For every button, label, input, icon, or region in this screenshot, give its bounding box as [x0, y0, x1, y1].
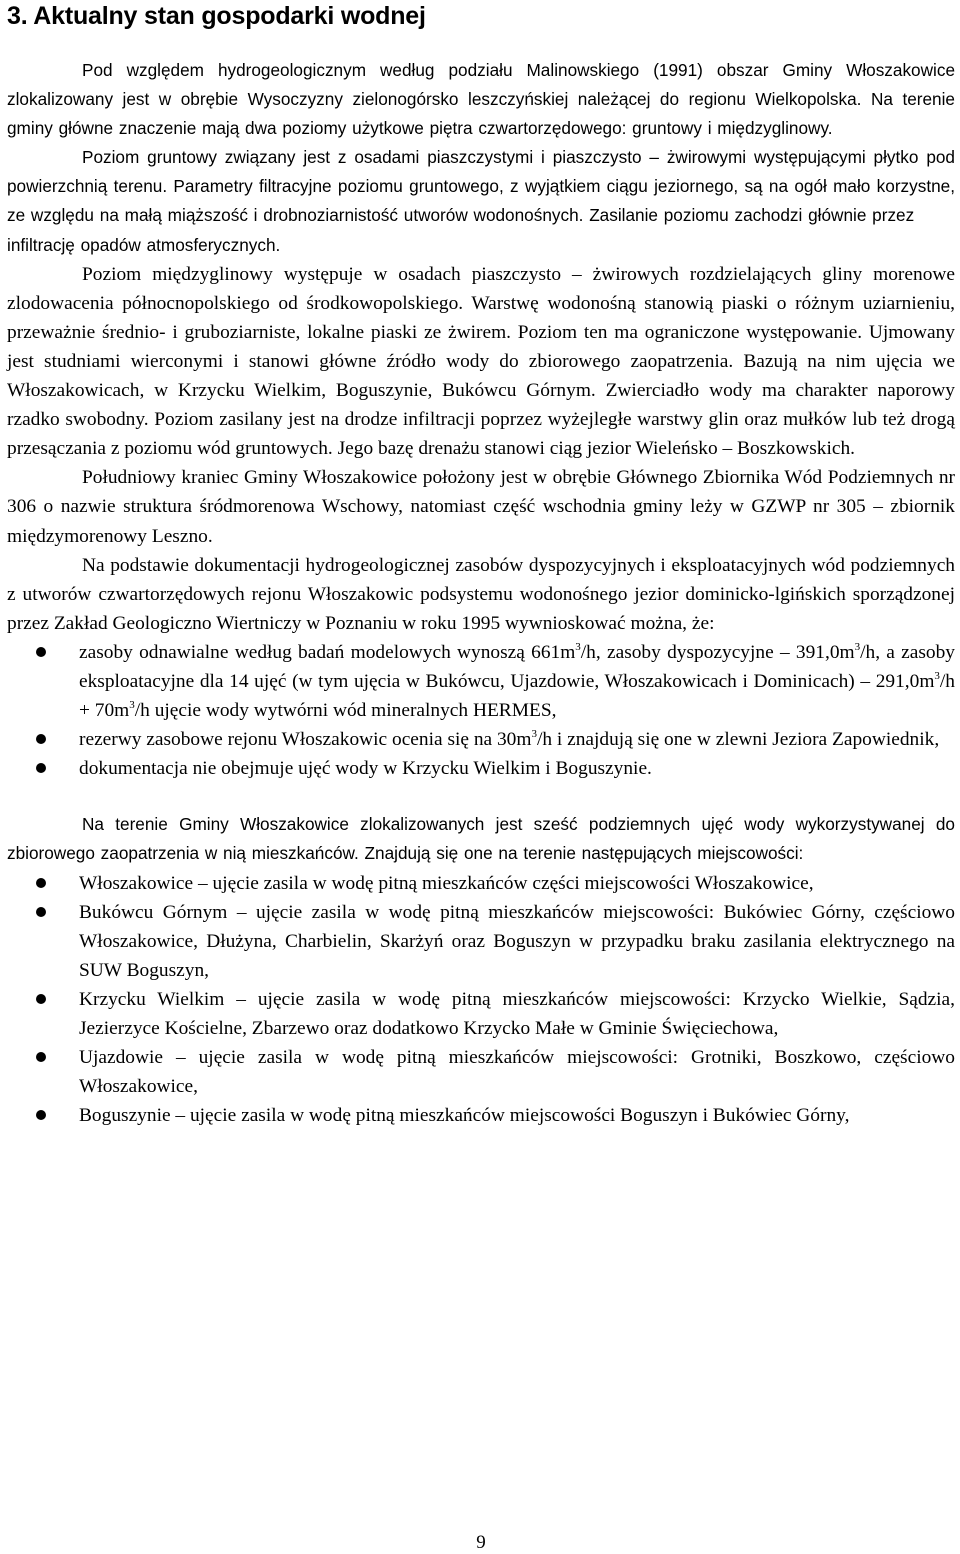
list-item-text: Boguszynie – ujęcie zasila w wodę pitną mieszkańców miejscowości Boguszyn i Bukówiec Górny,: [79, 1105, 850, 1127]
list-item-text: /h ujęcie wody wytwórni wód mineralnych HERMES,: [134, 700, 557, 722]
bullet-icon: [36, 647, 46, 657]
list-item: [7, 985, 955, 1043]
bullet-icon: [36, 1110, 46, 1120]
list-item: [7, 869, 955, 898]
paragraph-documentation: Na podstawie dokumentacji hydrogeologicznej zasobów dyspozycyjnych i eksploatacyjnych wód podziemnych z utworów czwartorzędowych rejonu Włoszakowic podsystemu wodonośnego jezior dominicko-lgińskich sporządzonej przez Zakład Geologiczno Wiertniczy w Poznaniu w roku 1995 wywnioskować można, że:: [7, 554, 955, 634]
superscript: 3: [575, 640, 581, 653]
paragraph-hydrogeology-intro: Pod względem hydrogeologicznym według podziału Malinowskiego (1991) obszar Gminy Włoszakowice zlokalizowany jest w obrębie Wysoczyzny zielonogórsko leszczyńskiej należącej do regionu Wielkopolska. Na terenie gminy główne znaczenie mają dwa poziomy użytkowe piętra czwartorzędowego: gruntowy i międzyglinowy.: [7, 60, 955, 139]
bullet-icon: [36, 734, 46, 744]
list-item-text: dokumentacja nie obejmuje ujęć wody w Krzycku Wielkim i Boguszynie.: [79, 758, 652, 780]
list-item-text: rezerwy zasobowe rejonu Włoszakowic ocenia się na 30m: [79, 729, 532, 751]
document-body: [7, 56, 955, 1130]
list-item: [7, 754, 955, 783]
page-number: 9: [476, 1532, 486, 1553]
list-item: [7, 638, 955, 725]
list-item-text: Ujazdowie – ujęcie zasila w wodę pitną mieszkańców miejscowości: Grotniki, Boszkowo, częściowo Włoszakowice,: [79, 1047, 955, 1098]
paragraph-interglacial-level: Poziom międzyglinowy występuje w osadach piaszczysto – żwirowych rozdzielających gliny morenowe zlodowacenia północnopolskiego od środkowopolskiego. Warstwę wodonośną stanowią piaski o różnym uziarnieniu, przeważnie średnio- i gruboziarniste, lokalne piaski ze żwirem. Poziom ten ma ograniczone występowanie. Ujmowany jest studniami wierconymi i stanowi główne źródło wody do zbiorowego zaopatrzenia. Bazują na nim ujęcia we Włoszakowicach, w Krzycku Wielkim, Boguszynie, Bukówcu Górnym. Zwierciadło wody ma charakter naporowy rzadko swobodny. Poziom zasilany jest na drodze infiltracji poprzez wyżejległe warstwy glin oraz mułków lub też drogą przesączania z poziomu wód gruntowych. Jego bazę drenażu stanowi ciąg jezior Wieleńsko – Boszkowskich.: [7, 263, 955, 460]
paragraph-gzwp: Południowy kraniec Gminy Włoszakowice położony jest w obrębie Głównego Zbiornika Wód Podziemnych nr 306 o nazwie struktura śródmorenowa Wschowy, natomiast część wschodnia gminy leży w GZWP nr 305 – zbiornik międzymorenowy Leszno.: [7, 467, 955, 547]
paragraph-ground-level-end: infiltrację opadów atmosferycznych.: [7, 234, 281, 255]
list-item-text: Włoszakowice – ujęcie zasila w wodę pitną mieszkańców części miejscowości Włoszakowice,: [79, 872, 814, 894]
list-item-text: /h i znajdują się one w zlewni Jeziora Zapowiednik,: [536, 729, 940, 751]
bullet-icon: [36, 1052, 46, 1062]
list-item-text: Bukówcu Górnym – ujęcie zasila w wodę pitną mieszkańców miejscowości: Bukówiec Górny, częściowo Włoszakowice, Dłużyna, Charbielin, Skarżyń oraz Boguszyn w przypadku braku zasilania elektrycznego na SUW Boguszyn,: [79, 901, 955, 981]
list-item-text: /h, a zasoby eksploatacyjne dla 14 ujęć (w tym ujęcia w Bukówcu, Ujazdowie, Włoszakowicach i Dominicach) – 291,0m: [79, 641, 955, 692]
section-heading: 3. Aktualny stan gospodarki wodnej: [7, 2, 426, 30]
paragraph-intakes: Na terenie Gminy Włoszakowice zlokalizowanych jest sześć podziemnych ujęć wody wykorzystywanej do zbiorowego zaopatrzenia w nią mieszkańców. Znajdują się one na terenie następujących miejscowości:: [7, 814, 955, 864]
resources-list: [7, 638, 955, 783]
list-item: [7, 1101, 955, 1130]
list-item: [7, 898, 955, 985]
bullet-icon: [36, 994, 46, 1004]
superscript: 3: [531, 728, 537, 741]
list-item: [7, 725, 955, 754]
list-item: [7, 1043, 955, 1101]
superscript: 3: [934, 669, 940, 682]
list-item-text: /h + 70m: [79, 670, 955, 722]
bullet-icon: [36, 763, 46, 773]
list-item-text: Krzycku Wielkim – ujęcie zasila w wodę pitną mieszkańców miejscowości: Krzycko Wielkie, Sądzia, Jezierzyce Kościelne, Zbarzewo oraz dodatkowo Krzycko Małe w Gminie Święciechowa,: [79, 988, 955, 1039]
intakes-list: [7, 869, 955, 1131]
paragraph-ground-level: Poziom gruntowy związany jest z osadami piaszczystymi i piaszczysto – żwirowymi występującymi płytko pod powierzchnią terenu. Parametry filtracyjne poziomu gruntowego, z wyjątkiem ciągu jeziornego, są na ogół mało korzystne, ze względu na małą miąższość i drobnoziarnistość utworów wodonośnych. Zasilanie poziomu zachodzi głównie przez: [7, 147, 955, 226]
superscript: 3: [129, 699, 135, 712]
list-item-text: zasoby odnawialne według badań modelowych wynoszą 661m: [79, 641, 576, 663]
superscript: 3: [854, 640, 861, 653]
bullet-icon: [36, 907, 46, 917]
list-item-text: /h, zasoby dyspozycyjne – 391,0m: [580, 641, 855, 663]
bullet-icon: [36, 878, 46, 888]
